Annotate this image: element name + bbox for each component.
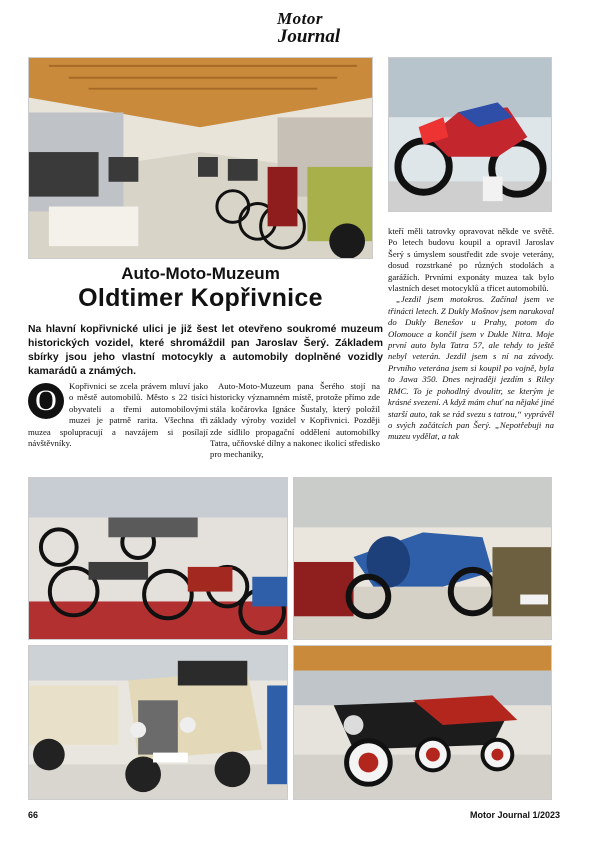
body-column-3 — [388, 226, 554, 443]
museum-hall-photo — [28, 57, 373, 259]
article-headline: Oldtimer Kopřivnice — [78, 284, 323, 312]
cream-limousine-photo — [28, 645, 288, 800]
vintage-motorcycles-photo — [28, 477, 288, 640]
body-paragraph: Auto-Moto-Muzeum pana Šerého stojí na historicky významném místě, protože přímo zde stála kočárovka Ignáce Šustaly, který položil základy výroby vozidel v Kopřivnici. Později zde sídlilo propagační oddělení automobilky Tatra, učňovské dílny a nakonec ikolicí středisko pro mechaniky, — [210, 381, 380, 460]
body-column-2 — [210, 381, 380, 461]
quote-paragraph: „Jezdil jsem motokros. Začínal jsem ve třinácti letech. Z Dukly Mošnov jsem narukoval do Dukly Benešov u Prahy, potom do Olomouce a končil jsem v Dukle Nitra. Moje první auto byla Tatra 57, ale tehdy to ještě nebyl veterán. Jezdil jsem s ní na závody. Prvního veterána jsem si koupil po vojně, byla to Jawa 350. Dnes nejraději jezdím s Riley RMC. To je pohodlný dvoulitr, se kterým je krásné svezení. A když mám chuť na nějaké jiné starší auto, tak se rád svezu s tatrou,“ vyprávěl o svých začátcích pan Šerý. „Nepotřebuji na muzeu vydělat, a tak — [388, 294, 554, 442]
article-kicker: Auto-Moto-Muzeum — [121, 264, 280, 283]
masthead-line-1: Motor — [277, 9, 323, 28]
page-number: 66 — [28, 810, 39, 820]
body-column-1 — [28, 381, 208, 449]
masthead-line-2: Journal — [277, 26, 341, 47]
dropcap: O — [28, 383, 64, 419]
red-motorcycle-photo — [388, 57, 552, 212]
body-paragraph: Kopřivnici se zcela právem mluví jako o městě automobilů. Město s 22 tisíci obyvateli a třemi automobilovými muzei je patrně rarita. Všechna tři muzea spolupracují a navzájem si posílají návštěvníky. — [28, 381, 208, 449]
blue-racecar-photo — [293, 477, 552, 640]
masthead-logo — [250, 10, 350, 52]
red-roadster-photo — [293, 645, 552, 800]
article-lead: Na hlavní kopřivnické ulici je již šest let otevřeno soukromé muzeum historických vozidel, které shromáždil pan Jaroslav Šerý. Základem sbírky jsou jeho vlastní motocykly a automobily doplněné vozidly kamarádů a známých. — [28, 324, 383, 377]
body-paragraph: kteří měli tatrovky opravovat někde ve světě. Po letech budovu koupil a opravil Jaroslav Šerý s úmyslem soustředit zde svoje veterány, dosud rozstrkané po různých stodolách a garážích. Prvními exponáty muzea tak bylo vlastních deset motocyklů a třicet automobilů. — [388, 226, 554, 294]
magazine-issue: Motor Journal 1/2023 — [469, 810, 560, 820]
